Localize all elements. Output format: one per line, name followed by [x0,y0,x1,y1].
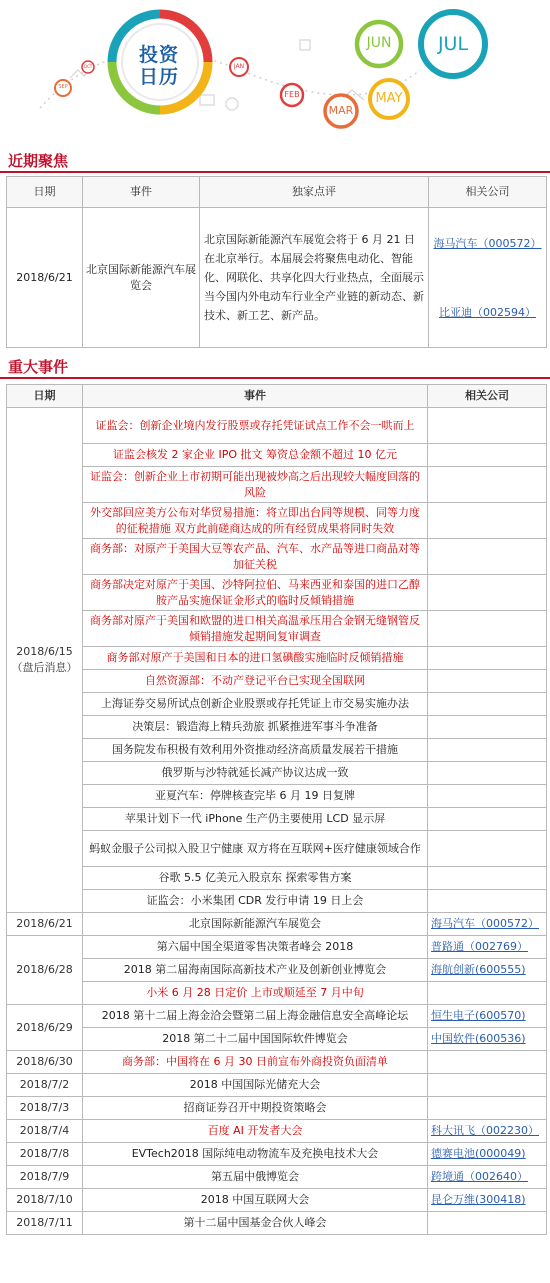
event-row [7,959,547,982]
event-row [7,808,547,831]
event-company [428,959,547,982]
event-company [428,1189,547,1212]
event-date: 2018/7/3 [7,1097,83,1120]
event-row [7,611,547,647]
event-text: 商务部：对原产于美国大豆等农产品、汽车、水产品等进口商品对等加征关税 [83,539,428,575]
month-oct: OCT [83,64,93,69]
event-company [428,785,547,808]
event-text: 2018 中国国际光储充大会 [83,1074,428,1097]
month-may: MAY [375,91,403,106]
event-row [7,670,547,693]
event-text: 证监会：小米集团 CDR 发行申请 19 日上会 [83,890,428,913]
company-link[interactable]: 中国软件(600536) [431,1032,526,1045]
recent-date: 2018/6/21 [7,208,83,348]
event-text: 2018 第二届海南国际高新技术产业及创新创业博览会 [83,959,428,982]
group-date: 2018/6/15 [16,645,73,658]
event-date: 2018/6/30 [7,1051,83,1074]
event-company [428,647,547,670]
major-header-date: 日期 [7,385,83,408]
group1-body [7,408,547,913]
event-row [7,408,547,444]
month-feb: FEB [284,90,300,99]
recent-companies [429,208,547,348]
month-jul: JUL [437,33,469,55]
recent-section-title: 近期聚焦 [8,152,69,170]
event-row [7,913,547,936]
event-text: 百度 AI 开发者大会 [83,1120,428,1143]
event-row [7,444,547,467]
event-company [428,444,547,467]
company-link[interactable]: 海马汽车（000572） [431,917,539,930]
recent-table [6,176,547,348]
event-text: 2018 第二十二届中国国际软件博览会 [83,1028,428,1051]
event-company [428,693,547,716]
event-row [7,647,547,670]
recent-row [7,208,547,348]
month-jan: JAN [233,63,245,70]
event-date: 2018/7/10 [7,1189,83,1212]
banner-logo [128,44,190,88]
event-company [428,1097,547,1120]
event-row [7,867,547,890]
event-date: 2018/7/2 [7,1074,83,1097]
event-text: 俄罗斯与沙特就延长减产协议达成一致 [83,762,428,785]
company-link[interactable]: 海航创新(600555) [431,963,526,976]
event-text: 证监会核发 2 家企业 IPO 批文 筹资总金额不超过 10 亿元 [83,444,428,467]
event-company [428,762,547,785]
month-mar: MAR [328,104,354,117]
event-text: 谷歌 5.5 亿美元入股京东 探索零售方案 [83,867,428,890]
event-text: 证监会：创新企业境内发行股票或存托凭证试点工作不会一哄而上 [83,408,428,444]
event-company [428,1074,547,1097]
rows-body [7,913,547,1235]
event-text: 第十二届中国基金合伙人峰会 [83,1212,428,1235]
event-row [7,1051,547,1074]
logo-line-2: 日历 [138,66,179,88]
event-text: 国务院发布积极有效利用外资推动经济高质量发展若干措施 [83,739,428,762]
event-row [7,1166,547,1189]
event-company [428,936,547,959]
event-row [7,890,547,913]
event-row [7,831,547,867]
event-row [7,1120,547,1143]
company-link-byd[interactable]: 比亚迪（002594） [439,305,536,319]
event-company [428,1005,547,1028]
event-company [428,1028,547,1051]
event-row [7,1005,547,1028]
recent-header-comment: 独家点评 [200,177,429,208]
event-company [428,1212,547,1235]
major-section-rule [0,377,550,379]
event-row [7,503,547,539]
event-text: 商务部决定对原产于美国、沙特阿拉伯、马来西亚和泰国的进口乙醇胺产品实施保证金形式的临时反倾销措施 [83,575,428,611]
banner-graphic [0,0,550,140]
event-text: 蚂蚁金服子公司拟入股卫宁健康 双方将在互联网+医疗健康领域合作 [83,831,428,867]
event-row [7,1074,547,1097]
event-company [428,408,547,444]
event-company [428,1143,547,1166]
event-row [7,1189,547,1212]
event-text: 第六届中国全渠道零售决策者峰会 2018 [83,936,428,959]
event-row [7,762,547,785]
recent-section-rule [0,171,550,173]
major-header-company: 相关公司 [428,385,547,408]
event-text: 上海证券交易所试点创新企业股票或存托凭证上市交易实施办法 [83,693,428,716]
event-text: 2018 中国互联网大会 [83,1189,428,1212]
company-link[interactable]: 科大讯飞（002230） [431,1124,539,1137]
event-company [428,1120,547,1143]
event-date: 2018/6/21 [7,913,83,936]
event-row [7,1143,547,1166]
event-text: 2018 第十二届上海金洽会暨第二届上海金融信息安全高峰论坛 [83,1005,428,1028]
event-company [428,467,547,503]
event-row [7,936,547,959]
event-company [428,716,547,739]
event-text: 外交部回应美方公布对华贸易措施：将立即出台同等规模、同等力度的征税措施 双方此前磋商达成的所有经贸成果将同时失效 [83,503,428,539]
event-date: 2018/6/28 [7,936,83,1005]
recent-comment: 北京国际新能源汽车展览会将于 6 月 21 日在北京举行。本届展会将聚焦电动化、智能化、网联化、共享化四大行业热点，全面展示当今国内外电动车行业全产业链的新动态、新技术、新工艺、新产品。 [200,208,429,348]
event-company [428,831,547,867]
event-text: 证监会：创新企业上市初期可能出现被炒高之后出现较大幅度回落的风险 [83,467,428,503]
event-date: 2018/6/29 [7,1005,83,1051]
recent-header-date: 日期 [7,177,83,208]
major-header-event: 事件 [83,385,428,408]
event-text: 苹果计划下一代 iPhone 生产仍主要使用 LCD 显示屏 [83,808,428,831]
recent-event: 北京国际新能源汽车展览会 [83,208,200,348]
event-text: 招商证券召开中期投资策略会 [83,1097,428,1120]
event-row [7,982,547,1005]
event-row [7,785,547,808]
month-jun: JUN [366,35,392,51]
event-row [7,539,547,575]
banner [0,0,550,140]
event-company [428,503,547,539]
event-date: 2018/7/9 [7,1166,83,1189]
event-text: 亚夏汽车：停牌核查完毕 6 月 19 日复牌 [83,785,428,808]
company-link[interactable]: 恒生电子(600570) [431,1009,526,1022]
event-row [7,1028,547,1051]
event-text: 决策层：锻造海上精兵劲旅 抓紧推进军事斗争准备 [83,716,428,739]
event-company [428,1166,547,1189]
event-company [428,539,547,575]
company-link-haima[interactable]: 海马汽车（000572） [433,236,542,250]
company-link[interactable]: 跨境通（002640） [431,1170,528,1183]
event-row [7,1097,547,1120]
event-company [428,982,547,1005]
event-company [428,575,547,611]
event-date: 2018/7/8 [7,1143,83,1166]
event-text: 自然资源部：不动产登记平台已实现全国联网 [83,670,428,693]
event-row [7,1212,547,1235]
event-row [7,575,547,611]
event-text: 北京国际新能源汽车展览会 [83,913,428,936]
event-row [7,693,547,716]
recent-header-row [7,177,547,208]
event-company [428,867,547,890]
company-link[interactable]: 德赛电池(000049) [431,1147,526,1160]
major-header-row [7,385,547,408]
event-date: 2018/7/11 [7,1212,83,1235]
recent-header-company: 相关公司 [429,177,547,208]
event-row [7,467,547,503]
logo-line-1: 投资 [138,44,179,66]
event-row [7,739,547,762]
major-table [6,384,547,1235]
major-section-title: 重大事件 [8,358,69,376]
event-company [428,739,547,762]
month-sep: SEP [58,84,68,90]
event-company [428,670,547,693]
event-company [428,808,547,831]
event-company [428,890,547,913]
event-text: 商务部：中国将在 6 月 30 日前宣布外商投资负面清单 [83,1051,428,1074]
event-text: 商务部对原产于美国和日本的进口氢碘酸实施临时反倾销措施 [83,647,428,670]
group-date-note: （盘后消息） [11,661,78,674]
event-company [428,611,547,647]
event-text: 小米 6 月 28 日定价 上市或顺延至 7 月中旬 [83,982,428,1005]
company-link[interactable]: 普路通（002769） [431,940,528,953]
event-text: EVTech2018 国际纯电动物流车及充换电技术大会 [83,1143,428,1166]
company-link[interactable]: 昆仑万维(300418) [431,1193,526,1206]
event-text: 商务部对原产于美国和欧盟的进口相关高温承压用合金钢无缝钢管反倾销措施发起期间复审调查 [83,611,428,647]
event-date: 2018/7/4 [7,1120,83,1143]
event-row [7,716,547,739]
event-company [428,1051,547,1074]
event-text: 第五届中俄博览会 [83,1166,428,1189]
recent-header-event: 事件 [83,177,200,208]
event-company [428,913,547,936]
event-date [7,408,83,913]
